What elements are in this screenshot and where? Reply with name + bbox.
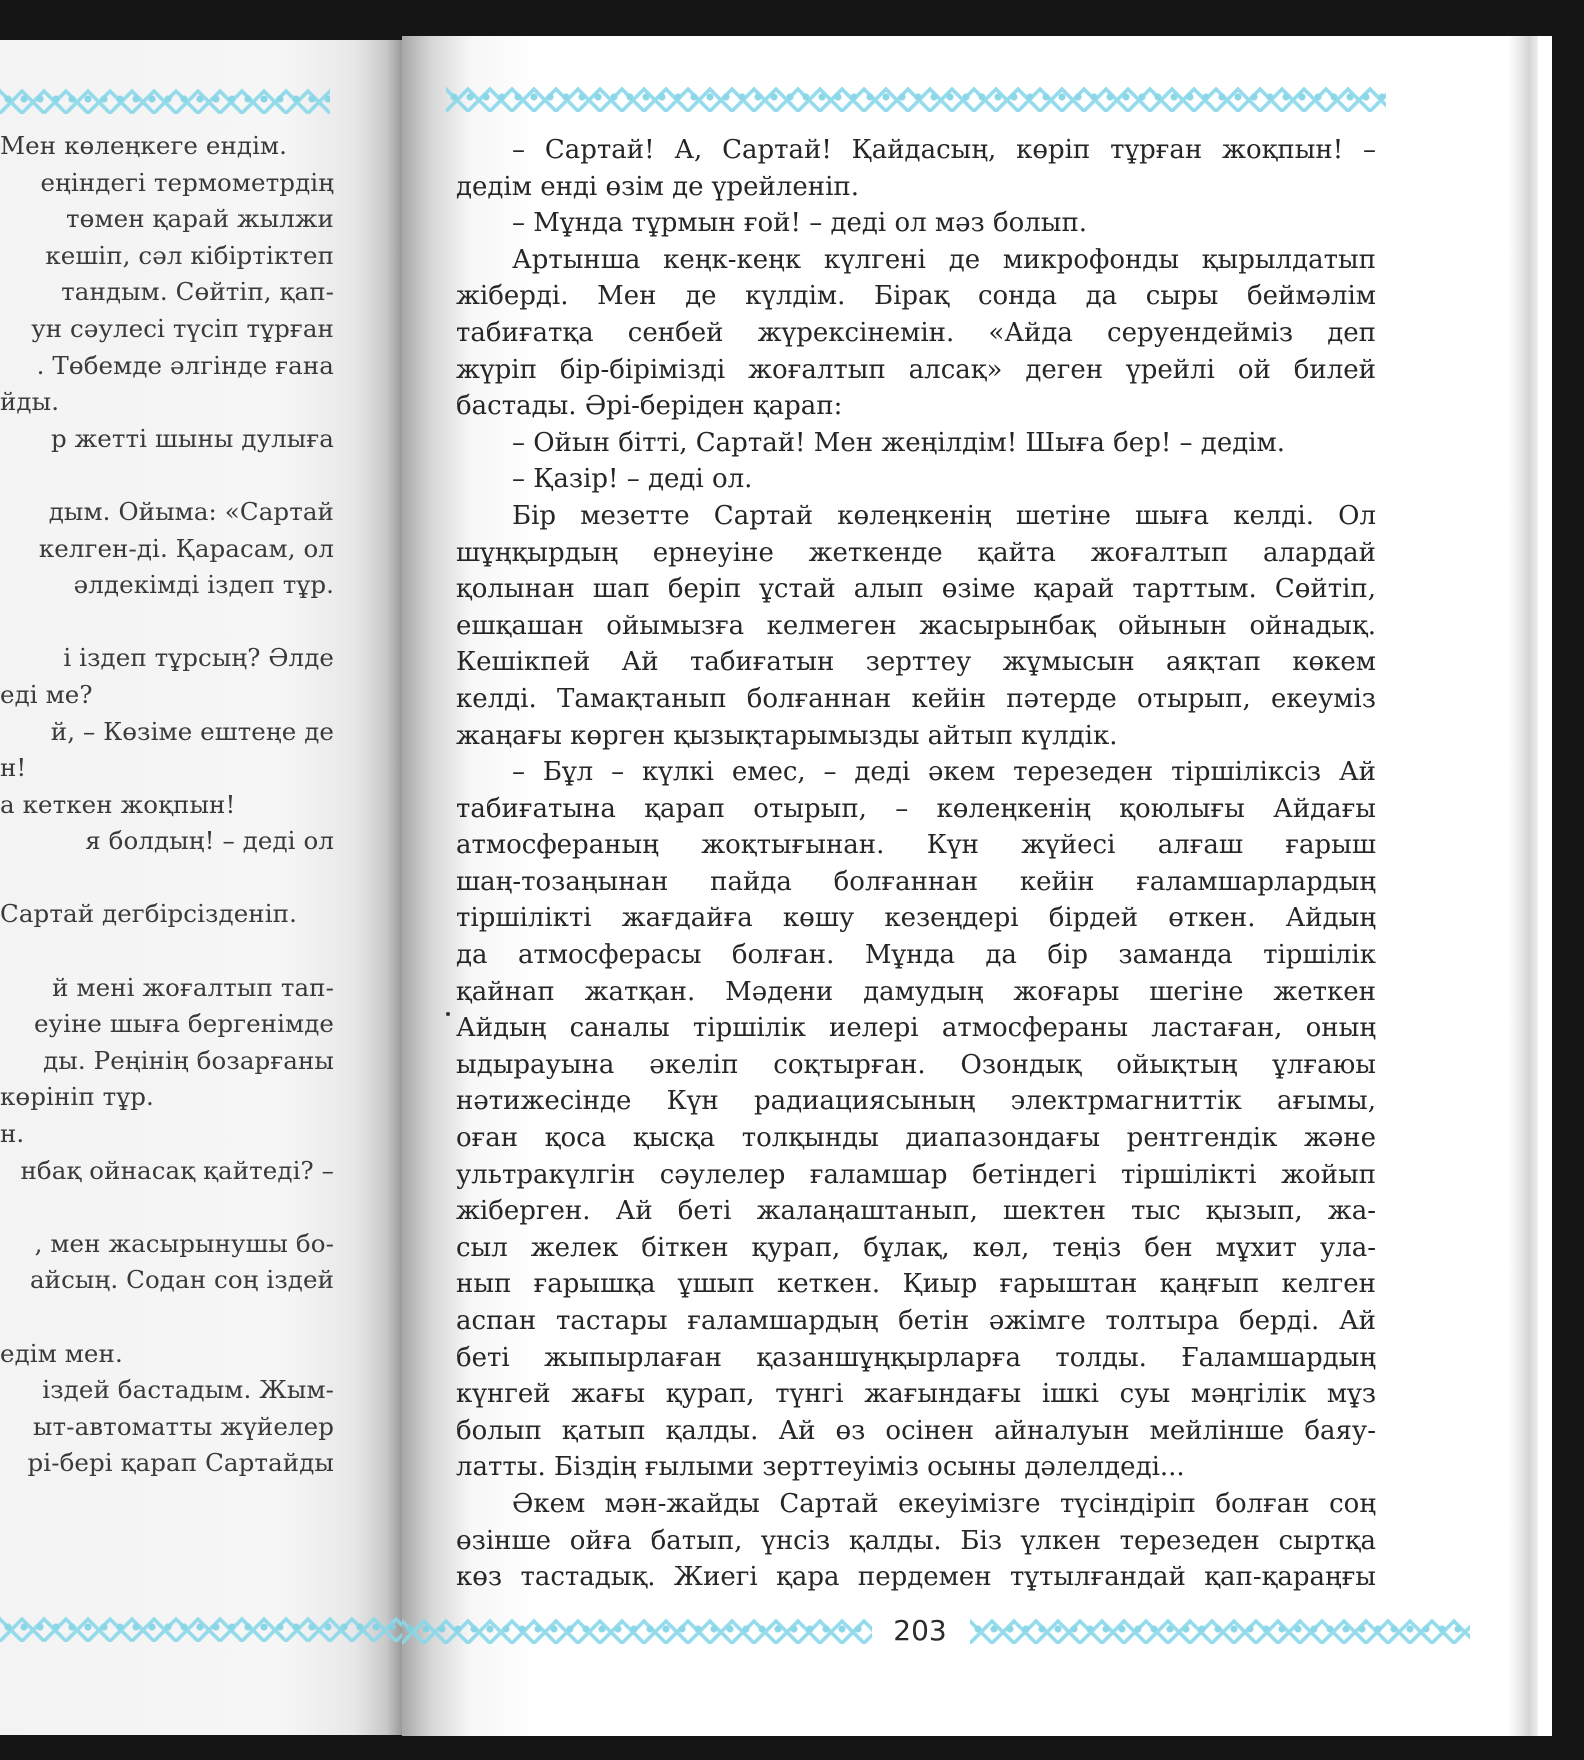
right-text-line: жіберген. Ай беті жалаңаштанып, шектен тыс қызып, жа- <box>456 1196 1376 1227</box>
left-text-line <box>0 1189 334 1226</box>
left-text-line: н! <box>0 753 27 783</box>
left-text-line: көрініп тұр. <box>0 1082 154 1112</box>
right-text-line: – Сартай! А, Сартай! Қайдасың, көріп тұрған жоқпын! – <box>512 135 1376 165</box>
right-text-line: табиғатына қарап отырып, – көлеңкенің қоюлығы Айдағы <box>456 793 1376 824</box>
left-text-line: я болдың! – деді ол <box>85 826 334 856</box>
left-text-line: дым. Ойыма: «Сартай <box>48 496 334 526</box>
right-text-line: қолынан шап беріп ұстай алып өзіме қарай тарттым. Сөйтіп, <box>456 574 1376 605</box>
left-text-line: Сартай дегбірсізденіп. <box>0 899 297 929</box>
right-text-line: сыл желек біткен қурап, бұлақ, көл, теңіз бен мұхит ула- <box>456 1232 1376 1263</box>
right-text-line: оған қоса қысқа толқынды диапазондағы рентгендік және <box>456 1123 1376 1154</box>
right-text-line: – Ойын бітті, Сартай! Мен жеңілдім! Шыға бер! – дедім. <box>512 427 1286 458</box>
right-text-line: қайнап жатқан. Мәдени дамудың жоғары шегіне жеткен <box>456 976 1376 1007</box>
right-text-line: тіршілікті жағдайға көшу кезеңдері бірдей өткен. Айдың <box>456 903 1376 934</box>
left-text-line: й, – Көзіме ештеңе де <box>50 716 334 746</box>
left-text-line: ды. Реңінің бозарғаны <box>43 1045 334 1075</box>
left-text-line: йды. <box>0 387 60 417</box>
page-stack-edge <box>1508 36 1538 1736</box>
right-text-line: өзінше ойға батып, үнсіз қалды. Біз үлкен терезеден сыртқа <box>456 1525 1376 1556</box>
left-text-line: н. <box>0 1119 25 1149</box>
left-text-line <box>0 933 334 970</box>
right-text-line: дедім енді өзім де үрейленіп. <box>456 171 859 202</box>
right-text-line: латты. Біздің ғылыми зерттеуіміз осыны дәлелдеді... <box>456 1452 1185 1483</box>
left-text-line <box>0 1299 334 1336</box>
right-text-line: аспан тастары ғаламшардың бетін әжімге толтыра берді. Ай <box>456 1306 1376 1336</box>
left-text-line: й мені жоғалтып тап- <box>52 972 334 1002</box>
right-text-line: жаңағы көрген қызықтарымызды айтып күлдік. <box>456 720 1118 751</box>
left-text-line: төмен қарай жылжи <box>65 204 334 234</box>
left-text-line: , мен жасырынушы бо- <box>34 1228 334 1258</box>
left-text-line <box>0 860 334 897</box>
right-page-text <box>456 132 1376 1596</box>
left-text-line: а кеткен жоқпын! <box>0 789 236 819</box>
left-text-line: айсың. Содан соң іздей <box>29 1265 334 1295</box>
right-text-line: нып ғарышқа ұшып кеткен. Қиыр ғарыштан қаңғып келген <box>456 1269 1376 1300</box>
left-text-line: Мен көлеңкеге ендім. <box>0 131 288 160</box>
left-text-line: еңіндегі термометрдің <box>40 167 334 197</box>
right-text-line: Артынша кеңк-кеңк күлгені де микрофонды қырылдатып <box>512 244 1376 275</box>
left-text-line: кешіп, сәл кібіртіктеп <box>45 240 334 270</box>
left-text-line: іздей бастадым. Жым- <box>42 1375 334 1405</box>
left-text-line: . Төбемде әлгінде ғана <box>36 350 334 380</box>
right-text-line: – Бұл – күлкі емес, – деді әкем терезеден тіршіліксіз Ай <box>512 757 1376 788</box>
page-number: 203 <box>893 1614 947 1647</box>
right-text-line: шаң-тозаңынан пайда болғаннан кейін ғаламшарлардың <box>456 866 1376 897</box>
right-text-line: ешқашан ойымызға келмеген жасырынбақ ойынын ойнадық. <box>456 610 1376 641</box>
right-text-line: – Қазір! – деді ол. <box>512 464 753 495</box>
right-text-line: да атмосферасы болған. Мұнда да бір заманда тіршілік <box>456 940 1376 971</box>
right-text-line: күнгей жағы қурап, түнгі жағындағы ішкі суы мәңгілік мұз <box>456 1379 1376 1410</box>
left-text-line: нбақ ойнасақ қайтеді? – <box>20 1155 334 1185</box>
right-text-line: беті жыпырлаған қазаншұңқырларға толды. Ғаламшардың <box>456 1342 1376 1373</box>
right-text-line: көз тастадық. Жиегі қара пердемен тұтылғандай қап-қараңғы <box>456 1562 1376 1593</box>
left-text-line: әлдекімді іздеп тұр. <box>73 570 334 600</box>
right-text-line: ыдырауына әкеліп соқтырған. Озондық ойықтың ұлғаюы <box>456 1049 1376 1080</box>
left-text-line: еді ме? <box>0 679 93 709</box>
right-text-line: жүріп бір-бірімізді жоғалтып алсақ» деген үрейлі ой билей <box>456 354 1376 385</box>
right-text-line: бастады. Әрі-беріден қарап: <box>456 391 843 422</box>
bottom-ornament-left <box>402 1614 872 1644</box>
right-text-line: шұңқырдың ернеуіне жеткенде қайта жоғалтып алардай <box>456 537 1376 568</box>
left-text-line <box>0 604 334 641</box>
right-text-line: Бір мезетте Сартай көлеңкенің шетіне шыға келді. Ол <box>512 500 1376 531</box>
right-text-line: жіберді. Мен де күлдім. Бірақ сонда да сыры беймәлім <box>456 281 1376 312</box>
right-text-line: Кешікпей Ай табиғатын зерттеу жұмысын аяқтап көкем <box>456 647 1376 678</box>
right-text-line: ультракүлгін сәулелер ғаламшар бетіндегі тіршілікті жойып <box>456 1159 1376 1190</box>
left-page-text <box>0 128 334 1482</box>
right-text-line: табиғатқа сенбей жүрексінемін. «Айда серуендейміз деп <box>456 317 1376 348</box>
ink-speck <box>446 1012 450 1016</box>
left-text-line: ыт-автоматты жүйелер <box>32 1411 334 1441</box>
right-text-line: келді. Тамақтанып болғаннан кейін пәтерде отырып, екеуміз <box>456 683 1376 714</box>
left-text-line: тандым. Сөйтіп, қап- <box>61 277 334 307</box>
right-text-line: атмосфераның жоқтығынан. Күн жүйесі алғаш ғарыш <box>456 830 1376 861</box>
right-top-ornament <box>446 82 1386 112</box>
left-text-line: рі-бері қарап Сартайды <box>27 1448 334 1478</box>
left-text-line: ун сәулесі түсіп тұрған <box>31 313 334 343</box>
left-text-line: і іздеп тұрсың? Әлде <box>63 643 334 673</box>
right-text-line: – Мұнда тұрмын ғой! – деді ол мәз болып. <box>512 208 1088 239</box>
left-bottom-ornament <box>0 1612 402 1642</box>
left-text-line: р жетті шыны дулыға <box>50 423 334 453</box>
right-text-line: Әкем мән-жайды Сартай екеуімізге түсіндіріп болған соң <box>512 1488 1376 1519</box>
left-top-ornament <box>0 84 330 114</box>
right-text-line: нәтижесінде Күн радиациясының электрмагниттік ағымы, <box>456 1086 1376 1117</box>
right-text-line: болып қатып қалды. Ай өз осінен айналуын мейлінше баяу- <box>456 1415 1376 1446</box>
left-text-line <box>0 457 334 494</box>
left-text-line: едім мен. <box>0 1338 123 1368</box>
right-text-line: Айдың саналы тіршілік иелері атмосфераны ластаған, оның <box>456 1013 1376 1044</box>
left-text-line: еуіне шыға бергенімде <box>33 1009 334 1039</box>
bottom-ornament-right <box>970 1614 1470 1644</box>
left-text-line: келген-ді. Қарасам, ол <box>38 533 334 563</box>
